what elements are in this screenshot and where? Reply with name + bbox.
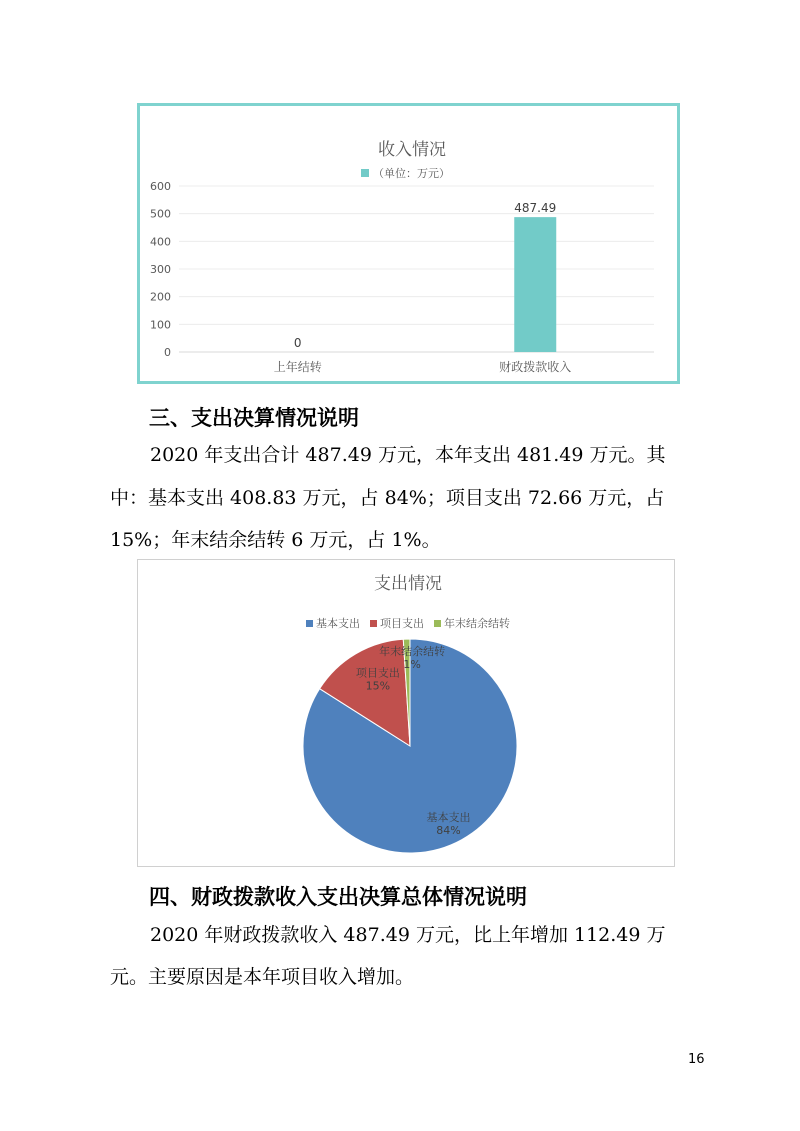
- section4-heading: 四、财政拨款收入支出决算总体情况说明: [149, 885, 527, 909]
- expense-slice-category-label: 基本支出: [426, 810, 471, 824]
- expense-slices: [303, 639, 517, 853]
- income-y-tick-label: 100: [150, 318, 171, 332]
- expense-legend-label: 年末结余结转: [444, 617, 510, 630]
- section3-line-3: 15%；年末结余结转 6 万元，占 1%。: [110, 529, 441, 551]
- income-bars: [294, 201, 556, 352]
- expense-legend-swatch: [370, 620, 377, 627]
- section3-heading: 三、支出决算情况说明: [149, 406, 359, 430]
- income-chart-title: 收入情况: [378, 140, 446, 160]
- section3-line-1: 2020 年支出合计 487.49 万元，本年支出 481.49 万元。其: [150, 444, 666, 466]
- expense-slice-percent-label: 84%: [436, 823, 461, 837]
- income-x-axis: [274, 359, 572, 374]
- expense-legend-swatch: [306, 620, 313, 627]
- income-y-axis: [150, 180, 171, 359]
- income-x-tick-label: 上年结转: [273, 360, 322, 374]
- income-y-tick-label: 200: [150, 290, 171, 304]
- income-bar: [514, 217, 556, 352]
- expense-legend-label: 项目支出: [380, 617, 424, 630]
- income-chart: [137, 103, 680, 384]
- expense-slice-category-label: 年末结余结转: [379, 645, 446, 659]
- expense-chart: [137, 559, 675, 867]
- expense-chart-title: 支出情况: [374, 574, 442, 594]
- income-bar-value-label: 487.49: [514, 201, 557, 216]
- income-y-tick-label: 600: [150, 180, 171, 193]
- income-chart-svg: [140, 106, 677, 381]
- expense-slice-category-label: 项目支出: [355, 666, 400, 680]
- income-legend-swatch: [361, 169, 369, 177]
- expense-slice-percent-label: 15%: [365, 679, 391, 693]
- expense-legend: [306, 616, 510, 630]
- income-legend-label: （单位：万元）: [373, 167, 450, 180]
- income-y-tick-label: 500: [150, 207, 171, 221]
- expense-slice-percent-label: 1%: [403, 658, 421, 672]
- income-y-tick-label: 0: [164, 346, 171, 359]
- section3-line-2: 中：基本支出 408.83 万元，占 84%；项目支出 72.66 万元，占: [110, 487, 665, 509]
- income-bar-value-label: 0: [293, 336, 302, 350]
- expense-legend-swatch: [434, 620, 441, 627]
- expense-legend-label: 基本支出: [316, 617, 360, 630]
- income-y-tick-label: 300: [150, 263, 171, 276]
- income-x-tick-label: 财政拨款收入: [499, 360, 572, 374]
- page-number: 16: [688, 1052, 705, 1067]
- expense-chart-svg: [138, 560, 674, 866]
- section4-line-2: 元。主要原因是本年项目收入增加。: [110, 966, 415, 988]
- income-gridlines: [179, 186, 654, 352]
- income-y-tick-label: 400: [150, 235, 171, 249]
- section4-line-1: 2020 年财政拨款收入 487.49 万元，比上年增加 112.49 万: [150, 924, 666, 946]
